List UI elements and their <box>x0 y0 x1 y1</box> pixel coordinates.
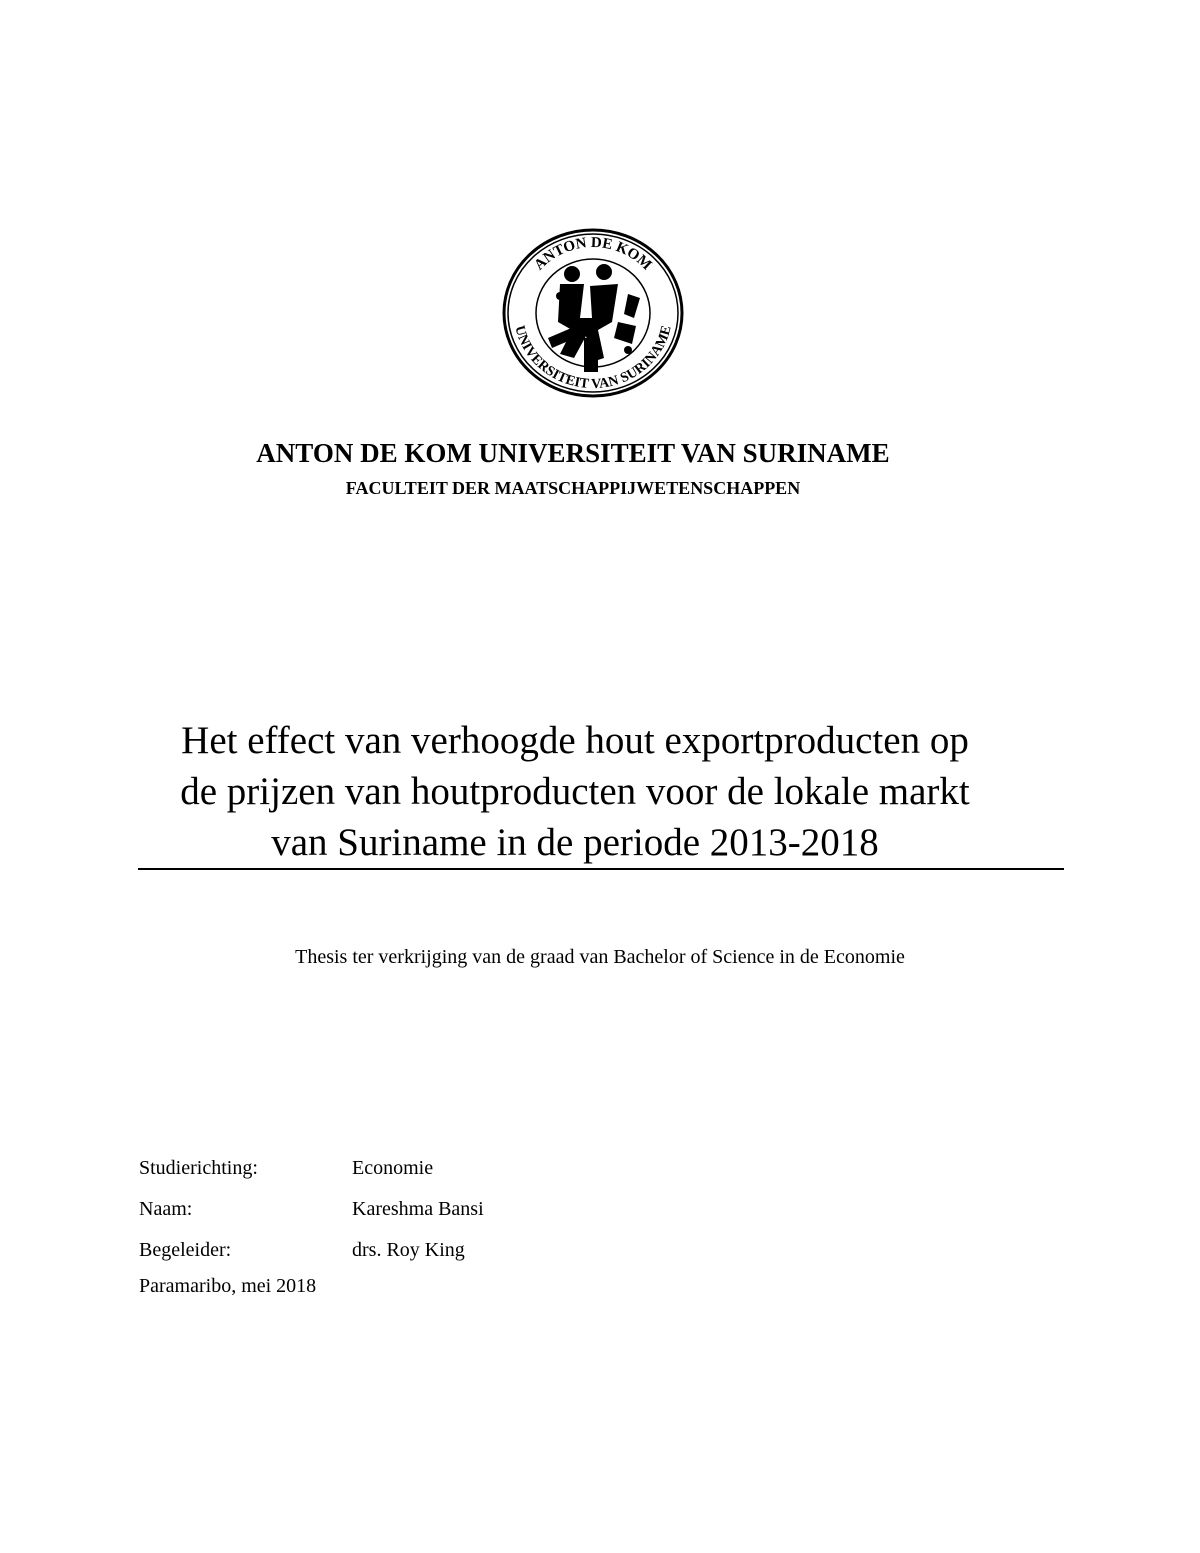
svg-text:UNIVERSITEIT VAN SURINAME: UNIVERSITEIT VAN SURINAME <box>511 324 675 393</box>
title-underline-divider <box>138 868 1064 870</box>
faculty-name: FACULTEIT DER MAATSCHAPPIJWETENSCHAPPEN <box>345 478 801 498</box>
thesis-title-line: Het effect van verhoogde hout exportproducten op <box>181 719 969 762</box>
detail-label: Begeleider: <box>139 1239 232 1261</box>
university-seal-logo <box>500 226 686 400</box>
detail-row-supervisor <box>139 1230 484 1271</box>
detail-value: Kareshma Bansi <box>352 1198 484 1220</box>
thesis-title-line: de prijzen van houtproducten voor de lokale markt <box>180 770 970 813</box>
thesis-subtitle: Thesis ter verkrijging van de graad van Bachelor of Science in de Economie <box>295 946 905 968</box>
thesis-title-line: van Suriname in de periode 2013-2018 <box>271 821 879 864</box>
university-name: ANTON DE KOM UNIVERSITEIT VAN SURINAME <box>256 438 890 468</box>
detail-row-name <box>139 1189 484 1230</box>
thesis-details <box>139 1148 484 1271</box>
detail-row-study <box>139 1148 484 1189</box>
detail-label: Naam: <box>139 1198 193 1220</box>
thesis-title <box>100 715 1050 868</box>
svg-text:ANTON DE KOM: ANTON DE KOM <box>531 234 655 274</box>
detail-value: drs. Roy King <box>352 1239 465 1261</box>
detail-label: Studierichting: <box>139 1157 258 1179</box>
detail-value: Economie <box>352 1157 434 1179</box>
place-and-date: Paramaribo, mei 2018 <box>139 1275 317 1297</box>
